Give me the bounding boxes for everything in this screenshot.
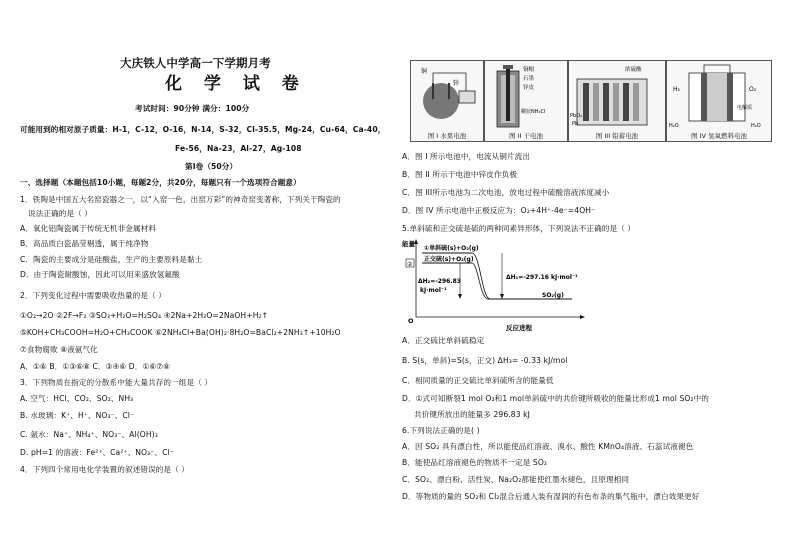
- plate-1: [583, 83, 589, 121]
- q3-option-a: A. 空气：HCl、CO₂、SO₂、NH₃: [20, 394, 134, 403]
- q1-stem-line2: 说法正确的是（ ）: [28, 209, 93, 218]
- plate-5: [623, 83, 629, 121]
- copper-cap: [503, 65, 513, 69]
- figure-fuel-cell: [666, 60, 772, 142]
- x-axis-label: 反应进程: [506, 324, 532, 332]
- section-heading: 第Ⅰ卷（50分）: [185, 162, 238, 171]
- q1-option-c: C．陶瓷的主要成分是硅酸盐，生产的主要原料是黏土: [20, 255, 203, 264]
- q3-option-d: D. pH=1 的溶液：Fe²⁺、Ca²⁺、NO₃⁻、Cl⁻: [20, 448, 174, 457]
- label-h2: H₂: [673, 86, 680, 93]
- graphite-rod: [506, 67, 510, 121]
- q4-option-b: B．图 II 所示干电池中锌皮作负极: [402, 170, 518, 179]
- label-h2o-left: H₂O: [669, 123, 679, 129]
- q5-option-c: C．相同质量的正交硫比单斜硫所含的能量低: [402, 376, 554, 385]
- q4-option-c: C．图 III所示电池为二次电池，放电过程中硫酸溶液浓度减小: [402, 188, 610, 197]
- dh2-unit: kJ·mol⁻¹: [420, 287, 447, 294]
- q6-option-c: C．SO₂、漂白粉、活性炭、Na₂O₂都能使红墨水褪色，且原理相同: [402, 475, 630, 484]
- part1-heading: 一、选择题（本题包括10小题，每题2分，共20分，每题只有一个选项符合题意）: [20, 178, 301, 187]
- fig3-caption: 图 III 铅蓄电池: [595, 132, 639, 140]
- rhombic-label: 正交硫(s)+O₂(g): [424, 256, 474, 263]
- label-o2: O₂: [749, 86, 757, 93]
- exam-info: 考试时间：90分钟 满分：100分: [135, 104, 250, 113]
- dh2-arrowhead: [458, 294, 462, 299]
- label-copper: 铜: [421, 68, 428, 75]
- q2-options-line1: ①O₂→2O ②2F→F₂ ③SO₃+H₂O=H₂SO₄ ④2Na+2H₂O=2NaOH+H₂↑: [20, 311, 269, 320]
- meter-icon: [459, 91, 475, 103]
- q2-answers: A．①⑥ B．①③⑥⑧ C．③④⑥ D．①⑥⑦⑧: [20, 362, 171, 371]
- label-pb: Pb: [572, 121, 579, 127]
- label-zinc: 锌: [453, 80, 460, 87]
- q4-option-a: A．图 I 所示电池中，电流从铜片流出: [402, 152, 531, 161]
- label-acid: 浓硫酸: [625, 67, 642, 73]
- label-h2o-right: H₂O: [751, 123, 761, 129]
- external-wire: [704, 65, 730, 73]
- circle-two-label: ②: [407, 261, 413, 268]
- q5-option-d-line1: D．①式可知断裂1 mol O₂和1 mol单斜硫中的共价键所吸收的能量比形成1 mol SO₂中的: [402, 394, 709, 403]
- x-axis-arrow: [580, 315, 585, 319]
- fruit-battery-illustration: [411, 61, 483, 131]
- anode: [701, 73, 707, 121]
- electrolyte: [707, 73, 727, 121]
- q1-option-a: A．氧化铝陶瓷属于传统无机非金属材料: [20, 224, 157, 233]
- origin-label: O: [408, 317, 414, 325]
- dh1-label: ΔH₁=-297.16 kJ·mol⁻¹: [506, 274, 578, 281]
- q5-option-a: A．正交硫比单斜硫稳定: [402, 336, 485, 345]
- q5-option-b: B. S(s，单斜)=S(s，正交) ΔH₃= -0.33 kJ/mol: [402, 356, 568, 365]
- fig2-caption: 图 II 干电池: [509, 132, 543, 140]
- dh1-arrowhead: [500, 294, 504, 299]
- q3-stem: 3．下列物质在指定的分散系中能大量共存的一组是（ ）: [20, 378, 213, 387]
- dry-cell-illustration: [485, 61, 567, 131]
- exam-title: 化 学 试 卷: [165, 74, 307, 94]
- label-cap: 铜帽: [523, 67, 535, 73]
- q6-option-b: B．能使品红溶液褪色的物质不一定是 SO₂: [402, 458, 548, 467]
- fig1-caption: 图 I 水果电池: [427, 132, 467, 140]
- curve-monoclinic: [472, 253, 490, 299]
- figure-lead-acid-battery: [568, 60, 666, 142]
- q6-option-d: D．等物质的量的 SO₂和 Cl₂混合后通入装有湿润的有色布条的集气瓶中，漂白效果更好: [402, 492, 700, 501]
- plate-2: [593, 83, 599, 121]
- figure-fruit-battery: [410, 60, 484, 142]
- q6-stem: 6.下列说法正确的是( ): [402, 426, 480, 435]
- q2-options-line3: ⑦食物腐败 ⑧液氨气化: [20, 345, 98, 354]
- label-electrolyte: 电解质: [737, 105, 753, 111]
- label-paste: 糊状NH₄Cl: [521, 109, 546, 115]
- energy-level-diagram: [402, 237, 602, 333]
- dh2-label: ΔH₂=-296.83: [418, 278, 461, 285]
- atomic-masses-line2: Fe-56，Na-23，Al-27，Ag-108: [175, 144, 302, 153]
- q1-option-d: D．由于陶瓷耐酸蚀，因此可以用来盛放氢氟酸: [20, 270, 180, 279]
- q2-options-line2: ⑤KOH+CH₃COOH=H₂O+CH₃COOK ⑥2NH₄Cl+Ba(OH)₂·8H₂O=BaCl₂+2NH₃↑+10H₂O: [20, 328, 341, 337]
- q2-stem: 2．下列变化过程中需要吸收热量的是（ ）: [20, 291, 166, 300]
- q4-stem: 4．下列四个常用电化学装置的叙述错误的是（ ）: [20, 465, 190, 474]
- fuel-cell-illustration: [667, 61, 771, 131]
- cathode: [727, 73, 733, 121]
- product-label: SO₂(g): [542, 292, 564, 299]
- q1-option-b: B．高品质白瓷晶莹剔透，属于纯净物: [20, 239, 149, 248]
- y-axis-label: 能量: [402, 240, 415, 248]
- fig4-caption: 图 IV 氢氧燃料电池: [691, 132, 747, 140]
- plate-6: [633, 83, 639, 121]
- lead-acid-illustration: [569, 61, 665, 131]
- q3-option-c: C. 氨水：Na⁺、NH₄⁺、NO₃⁻、Al(OH)₃: [20, 430, 158, 439]
- label-zinc-skin: 锌皮: [523, 85, 535, 91]
- q1-stem-line1: 1．铁陶是中国五大名窑瓷器之一，以“入窑一色，出窑万彩”的神奇窑变著称，下列关于陶瓷的: [20, 195, 341, 204]
- q3-option-b: B. 水玻璃：K⁺、H⁺、NO₃⁻、Cl⁻: [20, 411, 135, 420]
- plate-3: [603, 83, 609, 121]
- q5-option-d-line2: 共价键所放出的能量多 296.83 kJ: [414, 410, 530, 419]
- monoclinic-label: ①单斜硫(s)+O₂(g): [424, 245, 479, 252]
- q5-stem: 5.单斜硫和正交硫是硫的两种同素异形体，下列说法不正确的是（ ）: [402, 224, 636, 233]
- plate-4: [613, 83, 619, 121]
- atomic-masses-line1: 可能用到的相对原子质量：H-1，C-12，O-16，N-14，S-32，Cl-35.5，Mg-24，Cu-64，Ca-40，: [20, 125, 386, 134]
- q4-option-d: D．图 IV 所示电池中正极反应为：O₂+4H⁺-4e⁻=4OH⁻: [402, 206, 596, 215]
- label-graphite: 石墨: [523, 76, 535, 82]
- figure-dry-cell: [484, 60, 568, 142]
- fruit-shape: [423, 83, 459, 119]
- label-pbo2: PbO₂: [570, 113, 583, 119]
- school-title: 大庆铁人中学高一下学期月考: [120, 56, 271, 70]
- q6-option-a: A．因 SO₂ 具有漂白性，所以能使品红溶液、溴水、酸性 KMnO₄溶液、石蕊试液褪色: [402, 442, 694, 451]
